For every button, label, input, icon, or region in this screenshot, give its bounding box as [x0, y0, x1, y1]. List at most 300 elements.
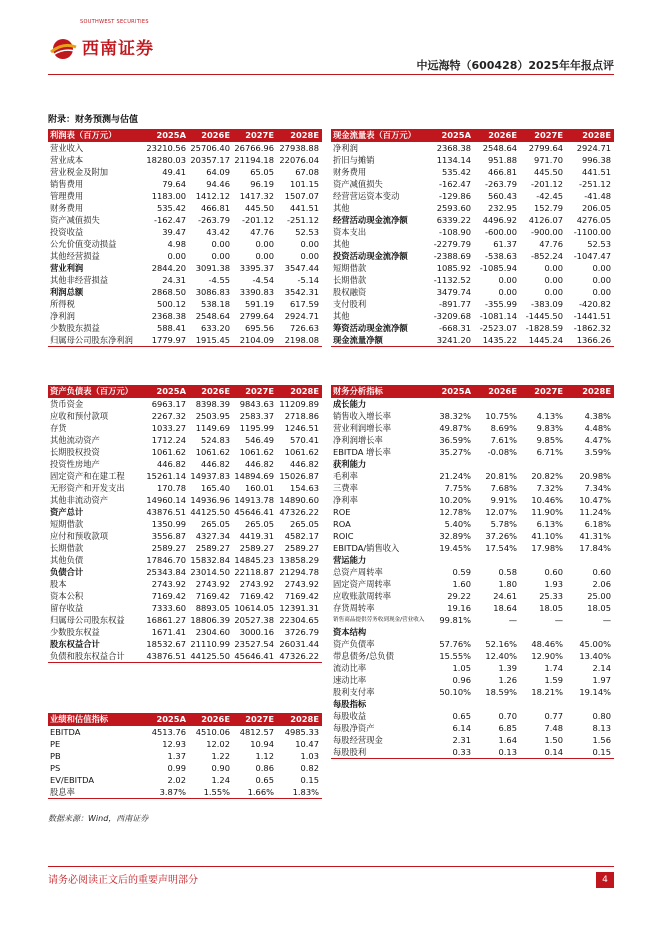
table-row	[331, 458, 614, 470]
cell-value: -129.86	[438, 191, 471, 201]
cell-value: -0.08%	[487, 447, 517, 457]
row-label: 其他经营损益	[50, 251, 100, 261]
cell-value: 18.64	[493, 603, 517, 613]
cell-value: 61.37	[493, 239, 517, 249]
cell-value: 2589.27	[284, 543, 319, 553]
table-row	[331, 142, 614, 154]
cell-value: 43876.51	[146, 507, 186, 517]
column-header: 2025A	[441, 386, 471, 396]
cell-value: 1.03	[300, 751, 319, 761]
cell-value: 2.14	[592, 663, 611, 673]
table-row	[48, 166, 322, 178]
row-label: 资本公积	[50, 591, 84, 601]
cell-value: 2198.08	[284, 335, 319, 345]
table-row	[48, 726, 322, 738]
row-label: 净利率	[333, 495, 358, 505]
row-label: 固定资产周转率	[333, 579, 392, 589]
cell-value: -383.09	[530, 299, 563, 309]
table-row	[331, 614, 614, 626]
column-header: 2026E	[488, 130, 517, 140]
cell-value: 165.40	[200, 483, 230, 493]
cell-value: 8893.05	[195, 603, 230, 613]
cell-value: 14845.23	[234, 555, 274, 565]
cell-value: 47.76	[539, 239, 563, 249]
row-label: 经营活动现金流净额	[333, 215, 408, 225]
cell-value: 446.82	[244, 459, 274, 469]
cell-value: 45.00%	[579, 639, 611, 649]
table-row	[331, 154, 614, 166]
cell-value: 4510.06	[195, 727, 230, 737]
cell-value	[474, 698, 520, 710]
cell-value: 0.59	[452, 567, 471, 577]
row-label: 筹资活动现金流净额	[333, 323, 408, 333]
row-label: 经营营运资本变动	[333, 191, 400, 201]
cell-value: 2.31	[452, 735, 471, 745]
table-row	[48, 422, 322, 434]
table-title: 利润表（百万元）	[50, 130, 117, 140]
row-label: 每股指标	[333, 699, 367, 709]
cell-value: 0.82	[300, 763, 319, 773]
cell-value: 726.63	[289, 323, 319, 333]
cell-value: 4812.57	[239, 727, 274, 737]
cell-value: 12391.31	[279, 603, 319, 613]
row-label: 净利润增长率	[333, 435, 383, 445]
row-label: 股息率	[50, 787, 75, 797]
row-label: 其他非经营损益	[50, 275, 109, 285]
cell-value: 49.41	[162, 167, 186, 177]
table-row	[48, 238, 322, 250]
cell-value: 8.69%	[490, 423, 517, 433]
cell-value: 0.00	[498, 275, 517, 285]
row-label: 带息债务/总负债	[333, 651, 394, 661]
table-row	[48, 262, 322, 274]
cell-value: 8.13	[592, 723, 611, 733]
table-row	[331, 410, 614, 422]
cell-value: 4276.05	[576, 215, 611, 225]
row-label: 管理费用	[50, 191, 84, 201]
table-row	[331, 674, 614, 686]
cell-value: 2583.37	[239, 411, 274, 421]
cell-value: 10.46%	[531, 495, 563, 505]
table-row	[331, 262, 614, 274]
cell-value: 10.47%	[579, 495, 611, 505]
table-row	[331, 202, 614, 214]
table-row	[48, 226, 322, 238]
cell-value: 15026.87	[279, 471, 319, 481]
cell-value: 4513.76	[151, 727, 186, 737]
cell-value: 1.80	[498, 579, 517, 589]
cell-value: 7169.42	[284, 591, 319, 601]
logo-icon	[48, 38, 78, 60]
cell-value: 22304.65	[279, 615, 319, 625]
cell-value: 18806.39	[190, 615, 230, 625]
cell-value: 19.45%	[439, 543, 471, 553]
cell-value: 466.81	[487, 167, 517, 177]
cell-value: 4.98	[167, 239, 186, 249]
row-label: 其他负债	[50, 555, 84, 565]
table-row	[48, 494, 322, 506]
cell-value: 25706.40	[190, 143, 230, 153]
cell-value: 4.47%	[584, 435, 611, 445]
cell-value: 1915.45	[195, 335, 230, 345]
cell-value: 38.32%	[439, 411, 471, 421]
table-row	[331, 322, 614, 334]
cell-value: -1132.52	[433, 275, 471, 285]
cell-value: -5.14	[297, 275, 319, 285]
table-row	[48, 178, 322, 190]
row-label: 资本支出	[333, 227, 367, 237]
table-row	[331, 482, 614, 494]
table-title: 业绩和估值指标	[50, 714, 109, 724]
table-row	[331, 746, 614, 758]
cell-value: 17.98%	[531, 543, 563, 553]
cell-value: 2799.64	[528, 143, 563, 153]
cell-value: 9.85%	[536, 435, 563, 445]
row-label: 营业收入	[50, 143, 84, 153]
cell-value: 32.89%	[439, 531, 471, 541]
cell-value: 25.33	[539, 591, 563, 601]
cell-value: 0.14	[544, 747, 563, 757]
table-row	[331, 602, 614, 614]
table-row	[331, 734, 614, 746]
cell-value: -2523.07	[479, 323, 517, 333]
cell-value: 18280.03	[146, 155, 186, 165]
row-label: 无形资产和开发支出	[50, 483, 125, 493]
cell-value: 466.81	[200, 203, 230, 213]
table-row	[331, 566, 614, 578]
cell-value: 6.18%	[584, 519, 611, 529]
table-row	[48, 190, 322, 202]
cell-value: 21110.99	[190, 639, 230, 649]
cell-value: 20527.38	[234, 615, 274, 625]
cell-value: 1412.12	[195, 191, 230, 201]
table-row	[48, 638, 322, 650]
cell-value: 170.78	[156, 483, 186, 493]
row-label: PE	[50, 739, 61, 749]
cell-value: 43.42	[206, 227, 230, 237]
cell-value: 7169.42	[195, 591, 230, 601]
cell-value: 1.74	[544, 663, 563, 673]
row-label: 营业成本	[50, 155, 84, 165]
table-row	[331, 274, 614, 286]
cell-value	[566, 554, 614, 566]
table-row	[48, 470, 322, 482]
cell-value: 3091.38	[195, 263, 230, 273]
cell-value: -1085.94	[479, 263, 517, 273]
row-label: 其他流动资产	[50, 435, 100, 445]
cell-value: 14960.14	[146, 495, 186, 505]
table-row	[331, 446, 614, 458]
cell-value: 101.15	[289, 179, 319, 189]
row-label: 资产负债率	[333, 639, 375, 649]
cell-value: 10614.05	[234, 603, 274, 613]
row-label: 留存收益	[50, 603, 84, 613]
footer-divider	[48, 866, 614, 867]
cell-value: 160.01	[244, 483, 274, 493]
column-header: 2028E	[582, 130, 611, 140]
cell-value: -162.47	[438, 179, 471, 189]
cell-value: 23527.54	[234, 639, 274, 649]
cell-value: 0.00	[300, 251, 319, 261]
row-label: 成长能力	[333, 399, 367, 409]
cash-flow-table	[331, 129, 614, 347]
cell-value: 7.61%	[490, 435, 517, 445]
table-row	[48, 250, 322, 262]
cell-value: 45646.41	[234, 651, 274, 661]
cell-value: 12.02	[206, 739, 230, 749]
cell-value: 0.00	[167, 251, 186, 261]
table-row	[48, 506, 322, 518]
column-header: 2026E	[488, 386, 517, 396]
table-row	[48, 334, 322, 346]
cell-value: 1.55%	[203, 787, 230, 797]
cell-value: 64.09	[206, 167, 230, 177]
cell-value: -538.63	[484, 251, 517, 261]
cell-value: 1.60	[452, 579, 471, 589]
cell-value: 52.53	[587, 239, 611, 249]
cell-value: -162.47	[153, 215, 186, 225]
cell-value: 265.05	[200, 519, 230, 529]
cell-value: -668.31	[438, 323, 471, 333]
table-row	[48, 614, 322, 626]
cell-value: 3479.74	[436, 287, 471, 297]
row-label: 每股收益	[333, 711, 367, 721]
table-row	[331, 530, 614, 542]
cell-value: 0.13	[498, 747, 517, 757]
cell-value: 2924.71	[284, 311, 319, 321]
table-body	[331, 142, 614, 347]
row-label: ROA	[333, 519, 351, 529]
table-body	[48, 726, 322, 799]
column-header: 2026E	[201, 714, 230, 724]
cell-value: 0.15	[300, 775, 319, 785]
table-row	[48, 542, 322, 554]
cell-value: -600.00	[484, 227, 517, 237]
cell-value: 18532.67	[146, 639, 186, 649]
cell-value: 21194.18	[234, 155, 274, 165]
cell-value: 4126.07	[528, 215, 563, 225]
cell-value: 24.31	[162, 275, 186, 285]
row-label: 每股净资产	[333, 723, 375, 733]
cell-value: 47326.22	[279, 651, 319, 661]
cell-value: 2304.60	[195, 627, 230, 637]
row-label: PB	[50, 751, 61, 761]
cell-value: 2743.92	[239, 579, 274, 589]
cell-value: 7.68%	[490, 483, 517, 493]
cell-value: 15832.84	[190, 555, 230, 565]
table-row	[331, 434, 614, 446]
row-label: 速动比率	[333, 675, 367, 685]
table-row	[48, 298, 322, 310]
table-row	[48, 214, 322, 226]
row-label: 投资活动现金流净额	[333, 251, 408, 261]
column-header: 2025A	[441, 130, 471, 140]
cell-value	[566, 398, 614, 410]
cell-value: -3209.68	[433, 311, 471, 321]
cell-value: 0.00	[592, 275, 611, 285]
table-row	[48, 202, 322, 214]
cell-value: 21294.78	[279, 567, 319, 577]
cell-value: 7333.60	[151, 603, 186, 613]
cell-value: 10.94	[250, 739, 274, 749]
cell-value: 500.12	[156, 299, 186, 309]
cell-value: 1.83%	[292, 787, 319, 797]
cell-value: -2388.69	[433, 251, 471, 261]
cell-value: 11.90%	[531, 507, 563, 517]
cell-value	[520, 398, 566, 410]
table-row	[331, 494, 614, 506]
table-row	[331, 238, 614, 250]
table-row	[48, 750, 322, 762]
cell-value: 17.84%	[579, 543, 611, 553]
column-header: 2028E	[582, 386, 611, 396]
cell-value: 2589.27	[239, 543, 274, 553]
cell-value: 0.00	[300, 239, 319, 249]
cell-value: 1.66%	[247, 787, 274, 797]
cell-value: 1195.99	[239, 423, 274, 433]
cell-value: 25.00	[587, 591, 611, 601]
cell-value: 14890.60	[279, 495, 319, 505]
cell-value: 0.00	[498, 287, 517, 297]
cell-value: 0.70	[498, 711, 517, 721]
cell-value: 535.42	[441, 167, 471, 177]
cell-value: 3241.20	[436, 335, 471, 345]
cell-value: 14913.78	[234, 495, 274, 505]
cell-value: -1081.14	[479, 311, 517, 321]
table-row	[331, 506, 614, 518]
cell-value: 1.50	[544, 735, 563, 745]
cell-value: 1246.51	[284, 423, 319, 433]
cell-value: -1100.00	[573, 227, 611, 237]
table-row	[48, 286, 322, 298]
row-label: 少数股东损益	[50, 323, 100, 333]
row-label: 其他	[333, 239, 350, 249]
row-label: 资产总计	[50, 507, 84, 517]
cell-value	[474, 626, 520, 638]
cell-value: 20.81%	[485, 471, 517, 481]
cell-value: 0.00	[255, 239, 274, 249]
row-label: 毛利率	[333, 471, 358, 481]
cell-value: 1085.92	[436, 263, 471, 273]
cell-value: 1417.32	[239, 191, 274, 201]
cell-value: 18.59%	[485, 687, 517, 697]
table-row	[48, 626, 322, 638]
cell-value: 27938.88	[279, 143, 319, 153]
cell-value: 41.10%	[531, 531, 563, 541]
cell-value: 94.46	[206, 179, 230, 189]
row-label: 财务费用	[50, 203, 84, 213]
cell-value: 1.37	[167, 751, 186, 761]
table-row	[48, 410, 322, 422]
cell-value: 232.95	[487, 203, 517, 213]
cell-value: -201.12	[241, 215, 274, 225]
cell-value: -201.12	[530, 179, 563, 189]
cell-value: 951.88	[487, 155, 517, 165]
cell-value: 445.50	[533, 167, 563, 177]
cell-value: 0.65	[452, 711, 471, 721]
row-label: 固定资产和在建工程	[50, 471, 125, 481]
cell-value: 1.59	[544, 675, 563, 685]
cell-value: 441.51	[581, 167, 611, 177]
cell-value: 0.60	[544, 567, 563, 577]
cell-value	[474, 458, 520, 470]
footer-disclaimer: 请务必阅读正文后的重要声明部分	[48, 875, 198, 886]
row-label: 折旧与摊销	[333, 155, 375, 165]
cell-value: 15.55%	[439, 651, 471, 661]
cell-value: -1828.59	[525, 323, 563, 333]
table-row	[331, 178, 614, 190]
table-row	[48, 602, 322, 614]
table-row	[331, 250, 614, 262]
cell-value: 4.38%	[584, 411, 611, 421]
cell-value: 265.05	[289, 519, 319, 529]
table-row	[331, 722, 614, 734]
cell-value: 12.93	[162, 739, 186, 749]
cell-value	[474, 554, 520, 566]
row-label: 应付和预收款项	[50, 531, 109, 541]
cell-value: 695.56	[244, 323, 274, 333]
cell-value: 57.76%	[439, 639, 471, 649]
row-label: 营业利润增长率	[333, 423, 392, 433]
table-row	[48, 518, 322, 530]
cell-value	[520, 458, 566, 470]
cell-value: -1047.47	[573, 251, 611, 261]
cell-value	[428, 626, 474, 638]
cell-value: 1.26	[498, 675, 517, 685]
table-row	[331, 398, 614, 410]
cell-value: 19.14%	[579, 687, 611, 697]
cell-value: -900.00	[530, 227, 563, 237]
cell-value: 1779.97	[151, 335, 186, 345]
column-header: 2027E	[245, 714, 274, 724]
row-label: 营业利润	[50, 263, 84, 273]
cell-value	[520, 626, 566, 638]
table-row	[331, 166, 614, 178]
column-header: 2025A	[156, 386, 186, 396]
header-divider	[48, 74, 614, 75]
cell-value: 0.58	[498, 567, 517, 577]
row-label: 应收和预付款项	[50, 411, 109, 421]
cell-value: 52.53	[295, 227, 319, 237]
row-label: 应收账款周转率	[333, 591, 392, 601]
cell-value: 20.98%	[579, 471, 611, 481]
cell-value: -263.79	[197, 215, 230, 225]
cell-value: 546.49	[244, 435, 274, 445]
cell-value: 0.90	[211, 763, 230, 773]
page-number: 4	[596, 872, 614, 888]
cell-value: 21.24%	[439, 471, 471, 481]
cell-value: 2743.92	[151, 579, 186, 589]
column-header: 2025A	[156, 130, 186, 140]
cell-value: -1445.50	[525, 311, 563, 321]
cell-value: 10.75%	[485, 411, 517, 421]
cell-value: 0.00	[544, 263, 563, 273]
cell-value: 2368.38	[151, 311, 186, 321]
cell-value: 13.40%	[579, 651, 611, 661]
cell-value: 26766.96	[234, 143, 274, 153]
cell-value: 7.32%	[536, 483, 563, 493]
table-body	[48, 142, 322, 347]
cell-value: 2503.95	[195, 411, 230, 421]
row-label: 公允价值变动损益	[50, 239, 117, 249]
table-title: 资产负债表（百万元）	[50, 386, 133, 396]
cell-value: 2548.64	[195, 311, 230, 321]
cell-value: 18.05	[587, 603, 611, 613]
cell-value: 4496.92	[482, 215, 517, 225]
cell-value: 2368.38	[436, 143, 471, 153]
table-row	[331, 334, 614, 346]
cell-value: 0.99	[167, 763, 186, 773]
